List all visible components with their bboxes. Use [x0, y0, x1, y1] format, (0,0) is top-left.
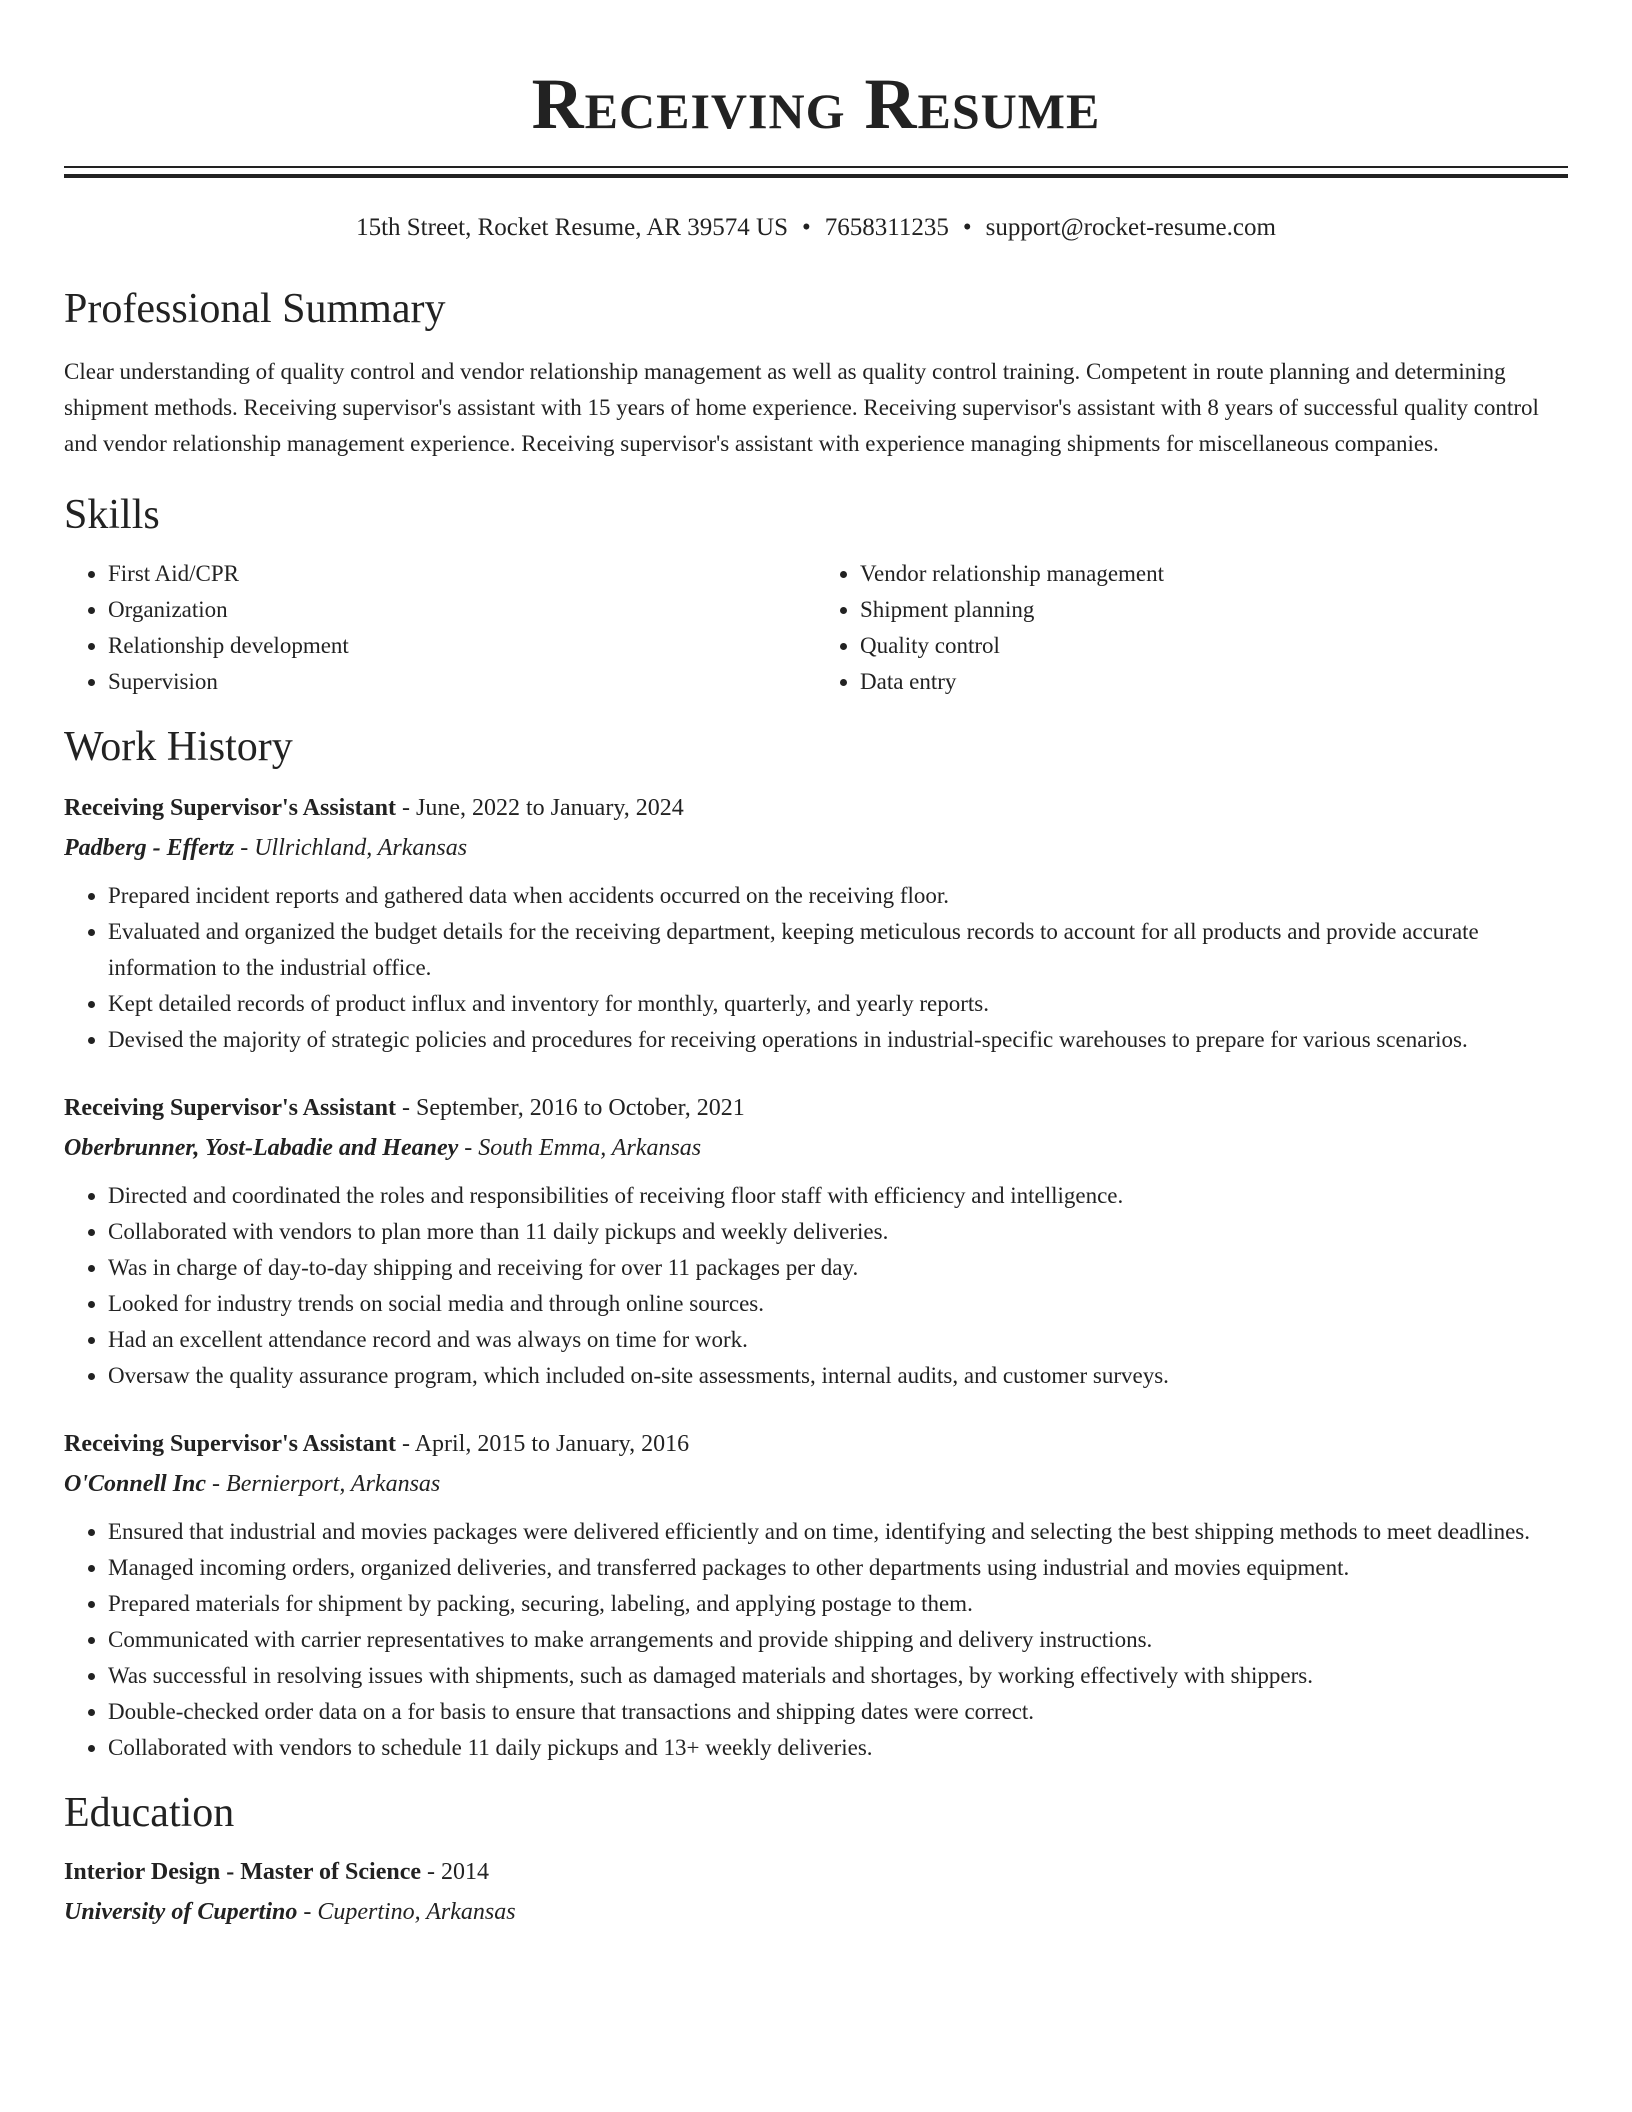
job-bullet: • Communicated with carrier representatives to make arrangements and provide shipping and delivery instructions. — [108, 1622, 1568, 1658]
title-rule-thick — [64, 174, 1568, 178]
skill-item: • Shipment planning — [860, 592, 1568, 628]
skill-item: • Supervision — [108, 664, 816, 700]
dash: - — [458, 1135, 479, 1161]
job-role: Receiving Supervisor's Assistant — [64, 1095, 397, 1121]
dash: - — [297, 1899, 318, 1925]
skill-item: • Data entry — [860, 664, 1568, 700]
contact-line — [64, 212, 1568, 244]
skills-list — [64, 556, 1568, 700]
job-bullet: • Ensured that industrial and movies packages were delivered efficiently and on time, identifying and selecting the best shipping methods to meet deadlines. — [108, 1514, 1568, 1550]
dash: - — [396, 1431, 415, 1457]
job-bullet: • Looked for industry trends on social media and through online sources. — [108, 1286, 1568, 1322]
dash: - — [396, 795, 417, 821]
education-school-line — [64, 1892, 1568, 1932]
skill-item: • Vendor relationship management — [860, 556, 1568, 592]
skill-item: • Quality control — [860, 628, 1568, 664]
job-title-line — [64, 1088, 1568, 1128]
job-bullet: • Managed incoming orders, organized deliveries, and transferred packages to other departments using industrial and movies equipment. — [108, 1550, 1568, 1586]
job-title-line — [64, 788, 1568, 828]
job-bullet: • Was in charge of day-to-day shipping and receiving for over 11 packages per day. — [108, 1250, 1568, 1286]
job-title-line — [64, 1424, 1568, 1464]
skill-item: • Organization — [108, 592, 816, 628]
job-location: Ullrichland, Arkansas — [254, 835, 468, 861]
job-dates: September, 2016 to October, 2021 — [416, 1095, 745, 1121]
job-entry — [64, 788, 1568, 1058]
summary-text: Clear understanding of quality control and vendor relationship management as well as quality control training. Competent in route planning and determining shipment methods. Receiving supervisor's assistant with 15 years of home experience. Receiving supervisor's assistant with 8 years of successful quality control and vendor relationship management experience. Receiving supervisor's assistant with experience managing shipments for miscellaneous companies. — [64, 359, 1539, 456]
education-year: 2014 — [441, 1859, 490, 1885]
job-bullet: • Was successful in resolving issues with shipments, such as damaged materials and shortages, by working effectively with shippers. — [108, 1658, 1568, 1694]
title-rule-thin — [64, 166, 1568, 168]
job-role: Receiving Supervisor's Assistant — [64, 795, 397, 821]
section-heading-skills: Skills — [64, 492, 160, 538]
skills-column-left — [64, 556, 816, 700]
job-bullet: • Had an excellent attendance record and was always on time for work. — [108, 1322, 1568, 1358]
skill-item: • First Aid/CPR — [108, 556, 816, 592]
dash: - — [421, 1859, 442, 1885]
job-location: Bernierport, Arkansas — [226, 1471, 441, 1497]
job-bullet: • Kept detailed records of product influx and inventory for monthly, quarterly, and yearly reports. — [108, 986, 1568, 1022]
skills-column-right — [816, 556, 1568, 700]
job-dates: April, 2015 to January, 2016 — [414, 1431, 690, 1457]
resume-title: Receiving Resume — [531, 64, 1101, 144]
job-bullet: • Evaluated and organized the budget details for the receiving department, keeping meticulous records to account for all products and provide accurate information to the industrial office. — [108, 914, 1568, 986]
job-entry — [64, 1088, 1568, 1394]
resume-page — [64, 0, 1568, 1932]
job-bullet: • Double-checked order data on a for basis to ensure that transactions and shipping dates were correct. — [108, 1694, 1568, 1730]
job-bullets — [64, 1514, 1568, 1766]
education-degree-line — [64, 1852, 1568, 1892]
job-bullet: • Collaborated with vendors to plan more than 11 daily pickups and weekly deliveries. — [108, 1214, 1568, 1250]
contact-separator: • — [962, 214, 972, 241]
education-location: Cupertino, Arkansas — [317, 1899, 516, 1925]
dash: - — [396, 1095, 417, 1121]
job-company: Oberbrunner, Yost-Labadie and Heaney — [64, 1135, 459, 1161]
job-company-line — [64, 1128, 1568, 1168]
job-bullet: • Oversaw the quality assurance program, which included on-site assessments, internal audits, and customer surveys. — [108, 1358, 1568, 1394]
dash: - — [234, 835, 255, 861]
education-degree: Interior Design - Master of Science — [64, 1859, 422, 1885]
job-role: Receiving Supervisor's Assistant — [64, 1431, 397, 1457]
education-entry — [64, 1852, 1568, 1932]
contact-phone: 7658311235 — [824, 214, 949, 241]
job-bullet: • Collaborated with vendors to schedule 11 daily pickups and 13+ weekly deliveries. — [108, 1730, 1568, 1766]
section-heading-education: Education — [64, 1790, 235, 1836]
section-heading-summary: Professional Summary — [64, 286, 446, 332]
dash: - — [206, 1471, 227, 1497]
job-company: O'Connell Inc — [64, 1471, 207, 1497]
job-company-line — [64, 1464, 1568, 1504]
contact-separator: • — [802, 214, 811, 241]
contact-address: 15th Street, Rocket Resume, AR 39574 US — [356, 214, 788, 241]
job-bullet: • Prepared materials for shipment by packing, securing, labeling, and applying postage to them. — [108, 1586, 1568, 1622]
skill-item: • Relationship development — [108, 628, 816, 664]
job-bullet: • Devised the majority of strategic policies and procedures for receiving operations in industrial-specific warehouses to prepare for various scenarios. — [108, 1022, 1568, 1058]
job-bullets — [64, 878, 1568, 1058]
section-heading-work-history: Work History — [64, 724, 293, 770]
job-dates: June, 2022 to January, 2024 — [416, 795, 684, 821]
job-location: South Emma, Arkansas — [478, 1135, 702, 1161]
job-entry — [64, 1424, 1568, 1766]
job-bullets — [64, 1178, 1568, 1394]
education-school: University of Cupertino — [64, 1899, 298, 1925]
job-bullet: • Prepared incident reports and gathered data when accidents occurred on the receiving floor. — [108, 878, 1568, 914]
job-company-line — [64, 828, 1568, 868]
job-company: Padberg - Effertz — [64, 835, 235, 861]
contact-email: support@rocket-resume.com — [985, 214, 1276, 241]
job-bullet: • Directed and coordinated the roles and responsibilities of receiving floor staff with efficiency and intelligence. — [108, 1178, 1568, 1214]
